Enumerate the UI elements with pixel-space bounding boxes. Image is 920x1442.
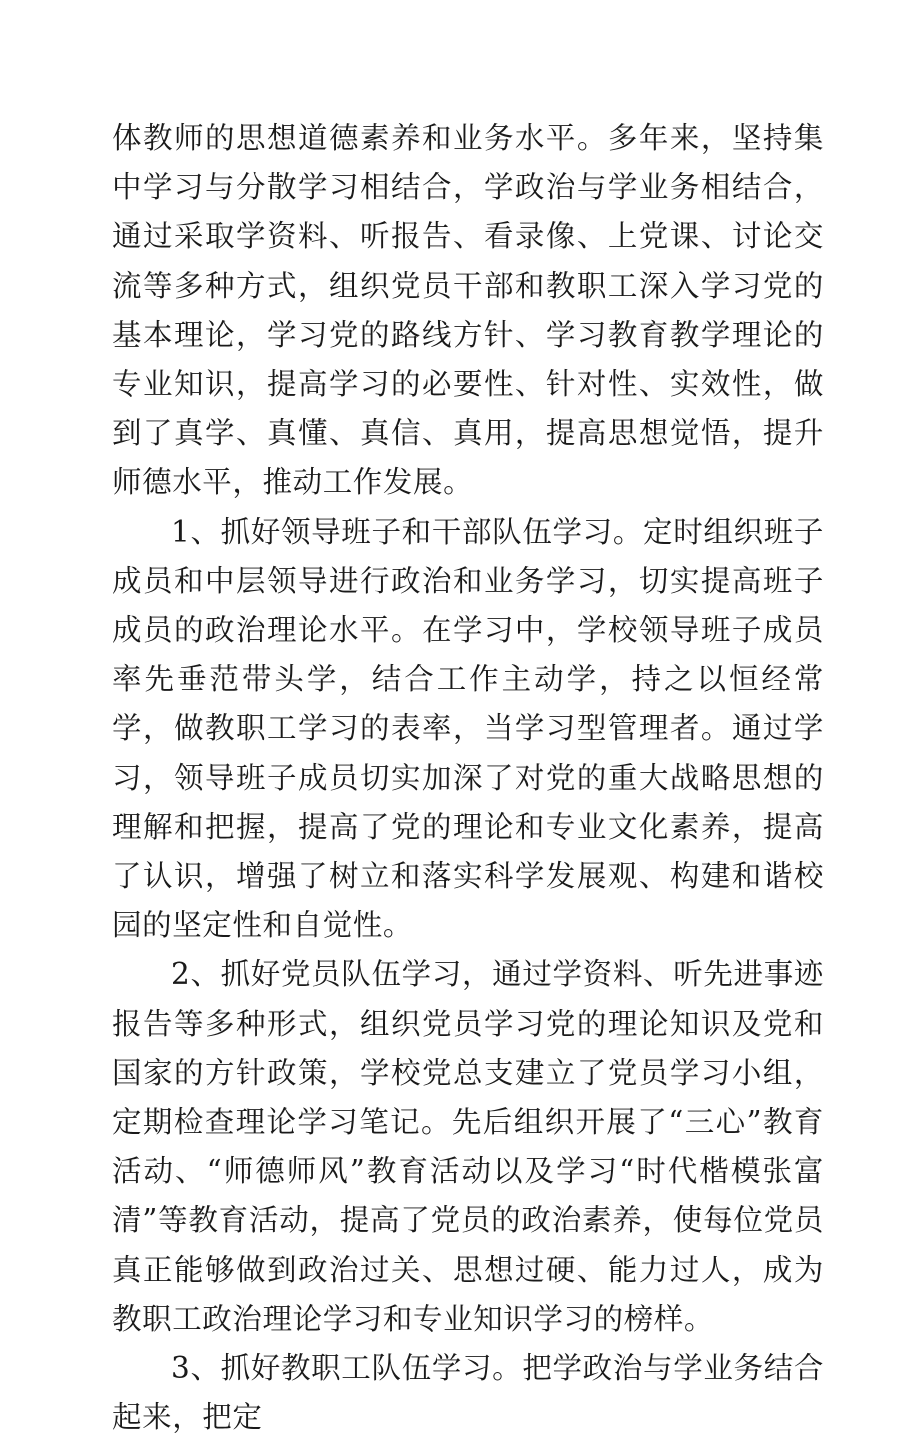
document-body: [112, 114, 824, 1442]
paragraph-party-member-study: 2、抓好党员队伍学习，通过学资料、听先进事迹报告等多种形式，组织党员学习党的理论知识及党和国家的方针政策，学校党总支建立了党员学习小组，定期检查理论学习笔记。先后组织开展了“三心”教育活动、“师德师风”教育活动以及学习“时代楷模张富清”等教育活动，提高了党员的政治素养，使每位党员真正能够做到政治过关、思想过硬、能力过人，成为教职工政治理论学习和专业知识学习的榜样。: [112, 957, 824, 1336]
paragraph-staff-study: 3、抓好教职工队伍学习。把学政治与学业务结合起来，把定: [112, 1351, 824, 1435]
paragraph-leadership-study: 1、抓好领导班子和干部队伍学习。定时组织班子成员和中层领导进行政治和业务学习，切实提高班子成员的政治理论水平。在学习中，学校领导班子成员率先垂范带头学，结合工作主动学，持之以恒经常学，做教职工学习的表率，当学习型管理者。通过学习，领导班子成员切实加深了对党的重大战略思想的理解和把握，提高了党的理论和专业文化素养，提高了认识，增强了树立和落实科学发展观、构建和谐校园的坚定性和自觉性。: [112, 514, 824, 943]
paragraph-continuation: 体教师的思想道德素养和业务水平。多年来，坚持集中学习与分散学习相结合，学政治与学业务相结合，通过采取学资料、听报告、看录像、上党课、讨论交流等多种方式，组织党员干部和教职工深入学习党的基本理论，学习党的路线方针、学习教育教学理论的专业知识，提高学习的必要性、针对性、实效性，做到了真学、真懂、真信、真用，提高思想觉悟，提升师德水平，推动工作发展。: [112, 121, 824, 500]
